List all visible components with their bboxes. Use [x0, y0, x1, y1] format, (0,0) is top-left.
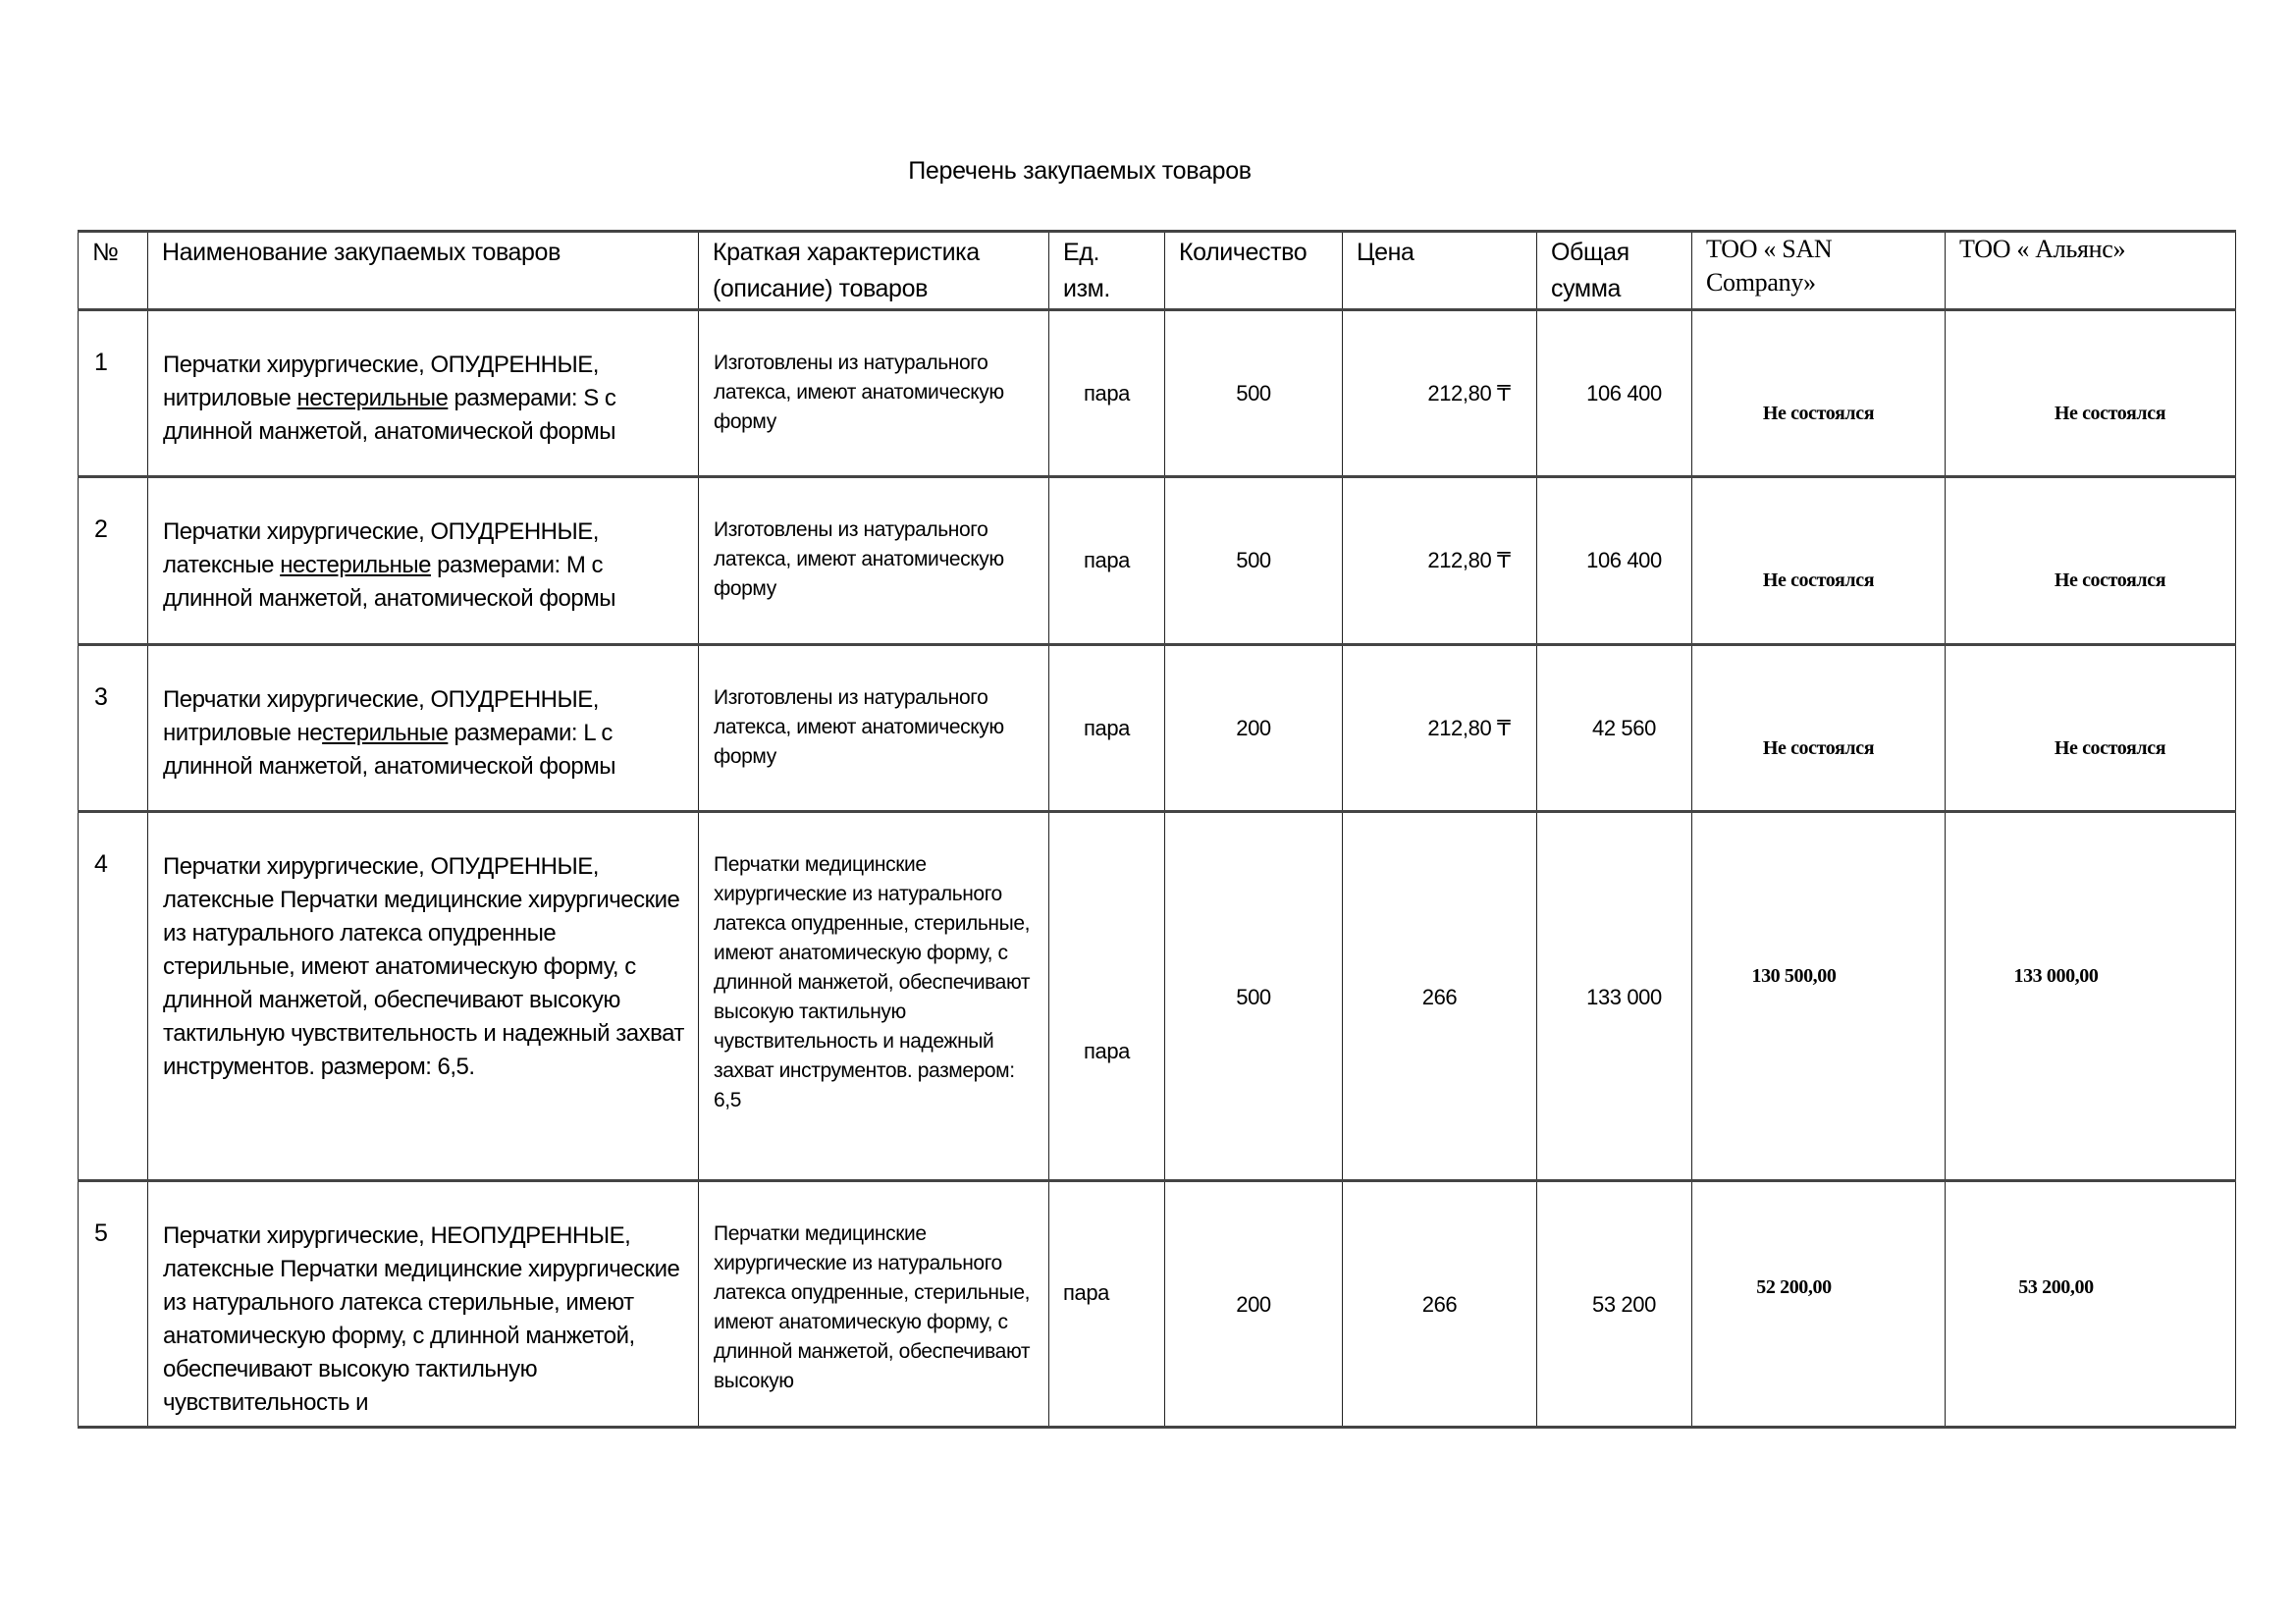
item-unit: пара [1083, 716, 1131, 740]
row-number: 4 [94, 850, 108, 878]
header-supplier-alliance: ТОО « Альянс» [1946, 232, 2236, 310]
table-row [79, 310, 2236, 477]
row-number: 5 [94, 1219, 108, 1247]
item-description: Перчатки медицинские хирургические из натурального латекса опудренные, стерильные, имеют анатомическую форму, с длинной манжетой, обеспечивают высокую [714, 1222, 1031, 1392]
item-price: 212,80 ₸ [1427, 381, 1511, 406]
item-name: Перчатки хирургические, ОПУДРЕННЫЕ, нитриловые нестерильные размерами: L с длинной манжетой, анатомической формы [163, 686, 615, 780]
row-number: 2 [94, 515, 108, 543]
item-price: 266 [1421, 985, 1458, 1009]
supplier1-bid: 52 200,00 [1756, 1276, 1832, 1298]
header-quantity: Количество [1165, 232, 1343, 310]
row-number: 1 [94, 349, 108, 376]
item-unit: пара [1083, 548, 1131, 572]
item-description: Перчатки медицинские хирургические из натурального латекса опудренные, стерильные, имеют анатомическую форму, с длинной манжетой, обеспечивают высокую тактильную чувствительность и надежный захват инструментов. размером: 6,5 [714, 853, 1031, 1111]
item-quantity: 200 [1236, 716, 1271, 740]
item-quantity: 500 [1236, 548, 1271, 572]
item-price: 266 [1421, 1292, 1458, 1317]
item-unit: пара [1063, 1280, 1110, 1305]
table-row [79, 645, 2236, 812]
row-number: 3 [94, 683, 108, 711]
header-num: № [79, 232, 148, 310]
item-total: 53 200 [1592, 1292, 1656, 1317]
item-description: Изготовлены из натурального латекса, имеют анатомическую форму [714, 352, 1004, 433]
header-description: Краткая характеристика (описание) товаров [699, 232, 1049, 310]
item-price: 212,80 ₸ [1427, 716, 1511, 740]
item-price: 212,80 ₸ [1427, 548, 1511, 572]
header-price: Цена [1343, 232, 1537, 310]
item-quantity: 200 [1236, 1292, 1271, 1317]
supplier2-bid: 133 000,00 [2013, 965, 2099, 987]
document-title: Перечень закупаемых товаров [908, 157, 1252, 185]
item-name: Перчатки хирургические, НЕОПУДРЕННЫЕ, латексные Перчатки медицинские хирургические из натурального латекса стерильные, имеют анатомическую форму, с длинной манжетой, обеспечивают высокую тактильную чувствительность и [163, 1222, 680, 1416]
supplier2-bid: Не состоялся [2054, 737, 2166, 759]
header-supplier-san-company: ТОО « SAN Company» [1692, 232, 1946, 310]
item-name: Перчатки хирургические, ОПУДРЕННЫЕ, латексные нестерильные размерами: М с длинной манжетой, анатомической формы [163, 518, 615, 612]
table-header-row [79, 232, 2236, 310]
item-quantity: 500 [1236, 381, 1271, 406]
item-total: 106 400 [1586, 381, 1662, 406]
item-quantity: 500 [1236, 985, 1271, 1009]
item-description: Изготовлены из натурального латекса, имеют анатомическую форму [714, 686, 1004, 768]
item-total: 133 000 [1586, 985, 1662, 1009]
item-name: Перчатки хирургические, ОПУДРЕННЫЕ, латексные Перчатки медицинские хирургические из натурального латекса опудренные стерильные, имеют анатомическую форму, с длинной манжетой, обеспечивают высокую тактильную чувствительность и надежный захват инструментов. размером: 6,5. [163, 853, 684, 1080]
header-total: Общая сумма [1537, 232, 1692, 310]
supplier2-bid: Не состоялся [2054, 403, 2166, 424]
item-name: Перчатки хирургические, ОПУДРЕННЫЕ, нитриловые нестерильные размерами: S с длинной манжетой, анатомической формы [163, 352, 616, 445]
supplier1-bid: 130 500,00 [1751, 965, 1837, 987]
goods-table [78, 230, 2236, 1429]
supplier1-bid: Не состоялся [1762, 737, 1875, 759]
header-name: Наименование закупаемых товаров [148, 232, 699, 310]
supplier1-bid: Не состоялся [1762, 569, 1875, 591]
item-unit: пара [1083, 381, 1131, 406]
item-total: 42 560 [1592, 716, 1656, 740]
header-unit: Ед. изм. [1049, 232, 1165, 310]
item-total: 106 400 [1586, 548, 1662, 572]
table-row [79, 477, 2236, 645]
item-description: Изготовлены из натурального латекса, имеют анатомическую форму [714, 518, 1004, 600]
table-row [79, 1181, 2236, 1428]
supplier2-bid: Не состоялся [2054, 569, 2166, 591]
item-unit: пара [1083, 1039, 1131, 1063]
supplier1-bid: Не состоялся [1762, 403, 1875, 424]
table-row [79, 812, 2236, 1181]
supplier2-bid: 53 200,00 [2018, 1276, 2094, 1298]
